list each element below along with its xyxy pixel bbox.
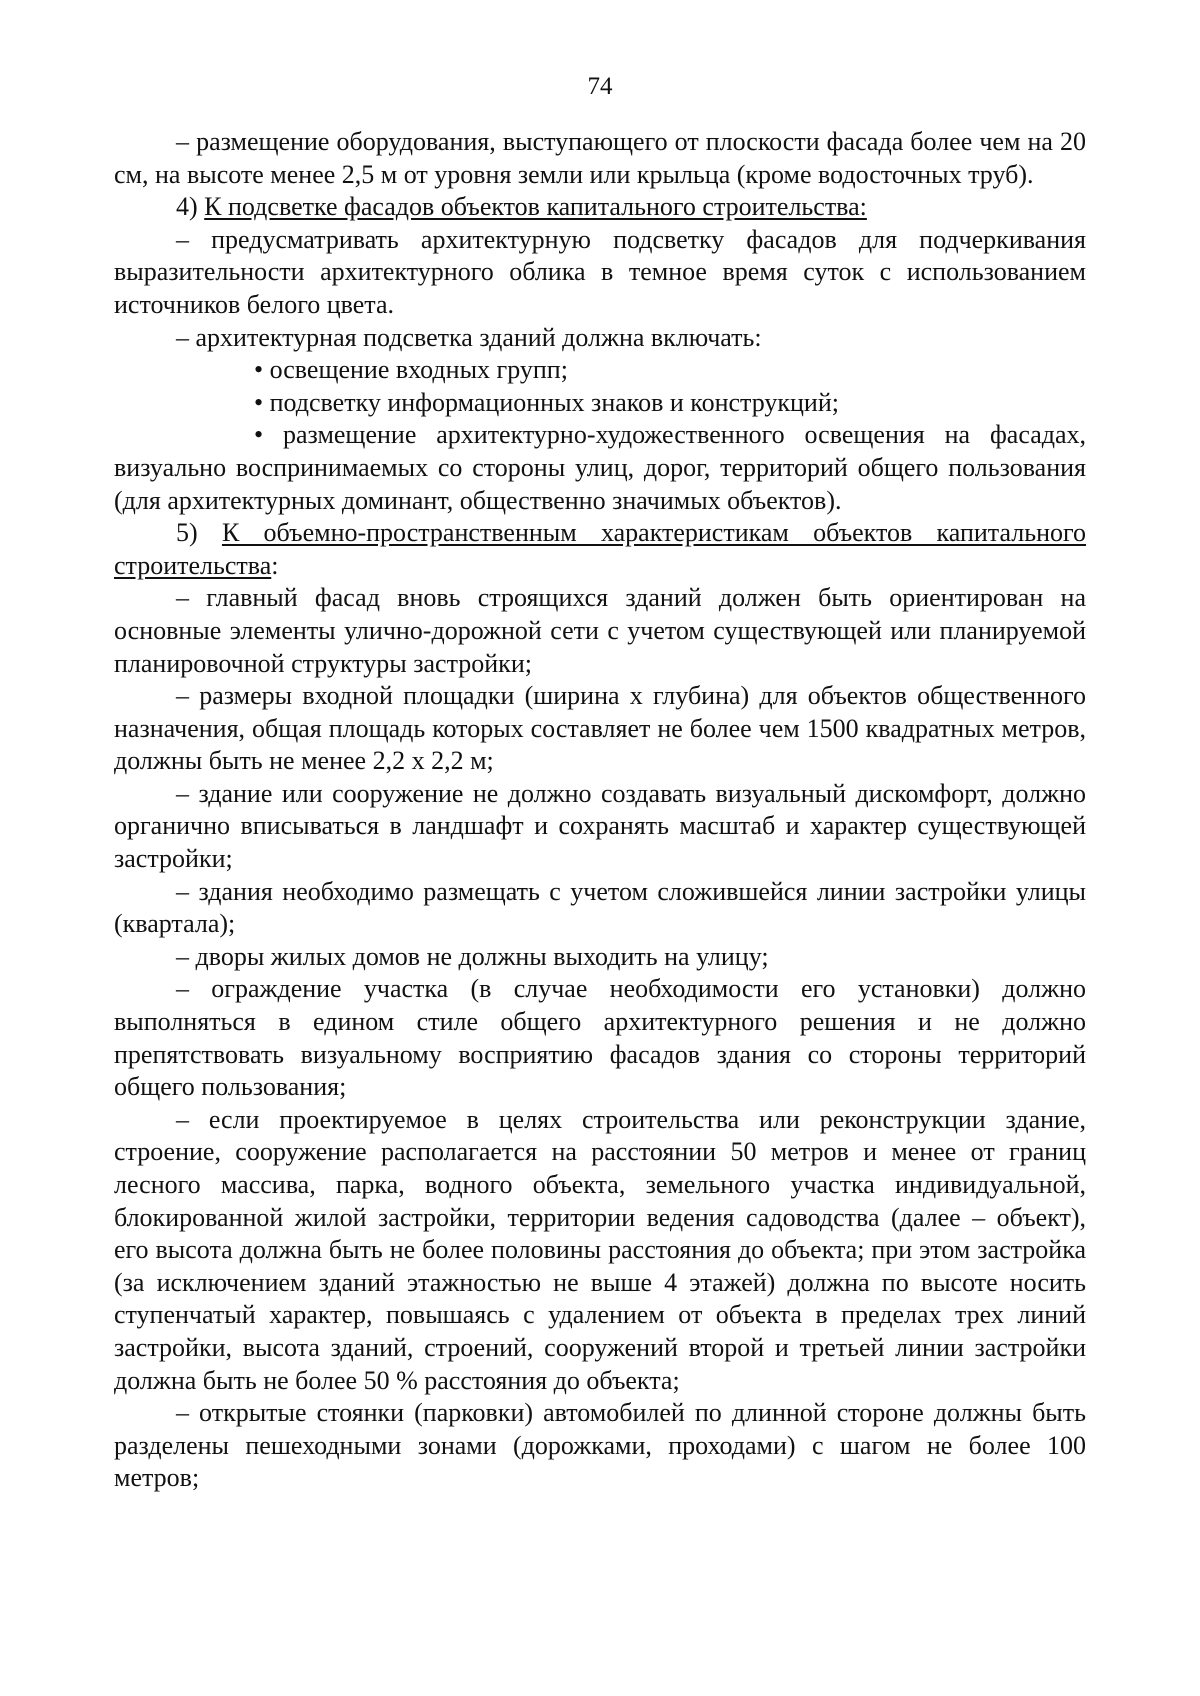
paragraph-building-line: – здания необходимо размещать с учетом сложившейся линии застройки улицы (квартала);	[114, 876, 1086, 939]
paragraph-building-height: – если проектируемое в целях строительства или реконструкции здание, строение, сооружение располагается на расстоянии 50 метров и менее от границ лесного массива, парка, водного объекта, земельного участка индивидуальной, блокированной жилой застройки, территории ведения садоводства (далее – объект), его высота должна быть не более половины расстояния до объекта; при этом застройка (за исключением зданий этажностью не выше 4 этажей) должна по высоте носить ступенчатый характер, повышаясь с удалением от объекта в пределах трех линий застройки, высота зданий, строений, сооружений второй и третьей линии застройки должна быть не более 50 % расстояния до объекта;	[114, 1104, 1086, 1395]
list-item	[114, 419, 1086, 517]
section-number: 4)	[176, 192, 205, 222]
paragraph-entrance-size: – размеры входной площадки (ширина х глубина) для объектов общественного назначения, общая площадь которых составляет не более чем 1500 квадратных метров, должны быть не менее 2,2 х 2,2 м;	[114, 681, 1086, 776]
section-number: 5)	[176, 518, 222, 548]
list-item-text: освещение входных групп;	[269, 355, 568, 385]
paragraph-courtyards: – дворы жилых домов не должны выходить на улицу;	[176, 941, 769, 971]
section-heading-facade-lighting	[114, 191, 1086, 224]
paragraph-equipment-placement: – размещение оборудования, выступающего от плоскости фасада более чем на 20 см, на высоте менее 2,5 м от уровня земли или крыльца (кроме водосточных труб).	[114, 127, 1086, 189]
document-body	[114, 126, 1086, 1495]
bullet-icon: •	[254, 355, 264, 385]
list-item	[114, 354, 1086, 387]
paragraph-main-facade: – главный фасад вновь строящихся зданий должен быть ориентирован на основные элементы улично-дорожной сети с учетом существующей или планируемой планировочной структуры застройки;	[114, 583, 1086, 678]
bullet-icon: •	[254, 387, 264, 417]
page-number: 74	[587, 73, 613, 100]
list-item-text: размещение архитектурно-художественного освещения на фасадах, визуально воспринимаемых со стороны улиц, дорог, территорий общего пользования (для архитектурных доминант, общественно значимых объектов).	[114, 420, 1087, 515]
paragraph-fencing: – ограждение участка (в случае необходимости его установки) должно выполняться в едином стиле общего архитектурного решения и не должно препятствовать визуальному восприятию фасадов здания со стороны территорий общего пользования;	[114, 974, 1086, 1102]
section-title: К объемно-пространственным характеристикам объектов капитального строительства	[114, 518, 1086, 580]
paragraph-parking: – открытые стоянки (парковки) автомобилей по длинной стороне должны быть разделены пешеходными зонами (дорожками, проходами) с шагом не более 100 метров;	[114, 1398, 1086, 1493]
section-title: К подсветке фасадов объектов капитального строительства:	[204, 192, 867, 222]
paragraph-visual-comfort: – здание или сооружение не должно создавать визуальный дискомфорт, должно органично вписываться в ландшафт и сохранять масштаб и характер существующей застройки;	[114, 778, 1086, 874]
paragraph-lighting-includes: – архитектурная подсветка зданий должна включать:	[176, 322, 762, 352]
section-heading-spatial-characteristics	[114, 517, 1086, 582]
bullet-icon: •	[254, 420, 264, 450]
paragraph-architectural-lighting: – предусматривать архитектурную подсветку фасадов для подчеркивания выразительности архитектурного облика в темное время суток с использованием источников белого цвета.	[114, 224, 1086, 319]
section-title-suffix: :	[271, 550, 279, 580]
list-item-text: подсветку информационных знаков и конструкций;	[269, 387, 839, 417]
list-item	[114, 387, 1086, 420]
